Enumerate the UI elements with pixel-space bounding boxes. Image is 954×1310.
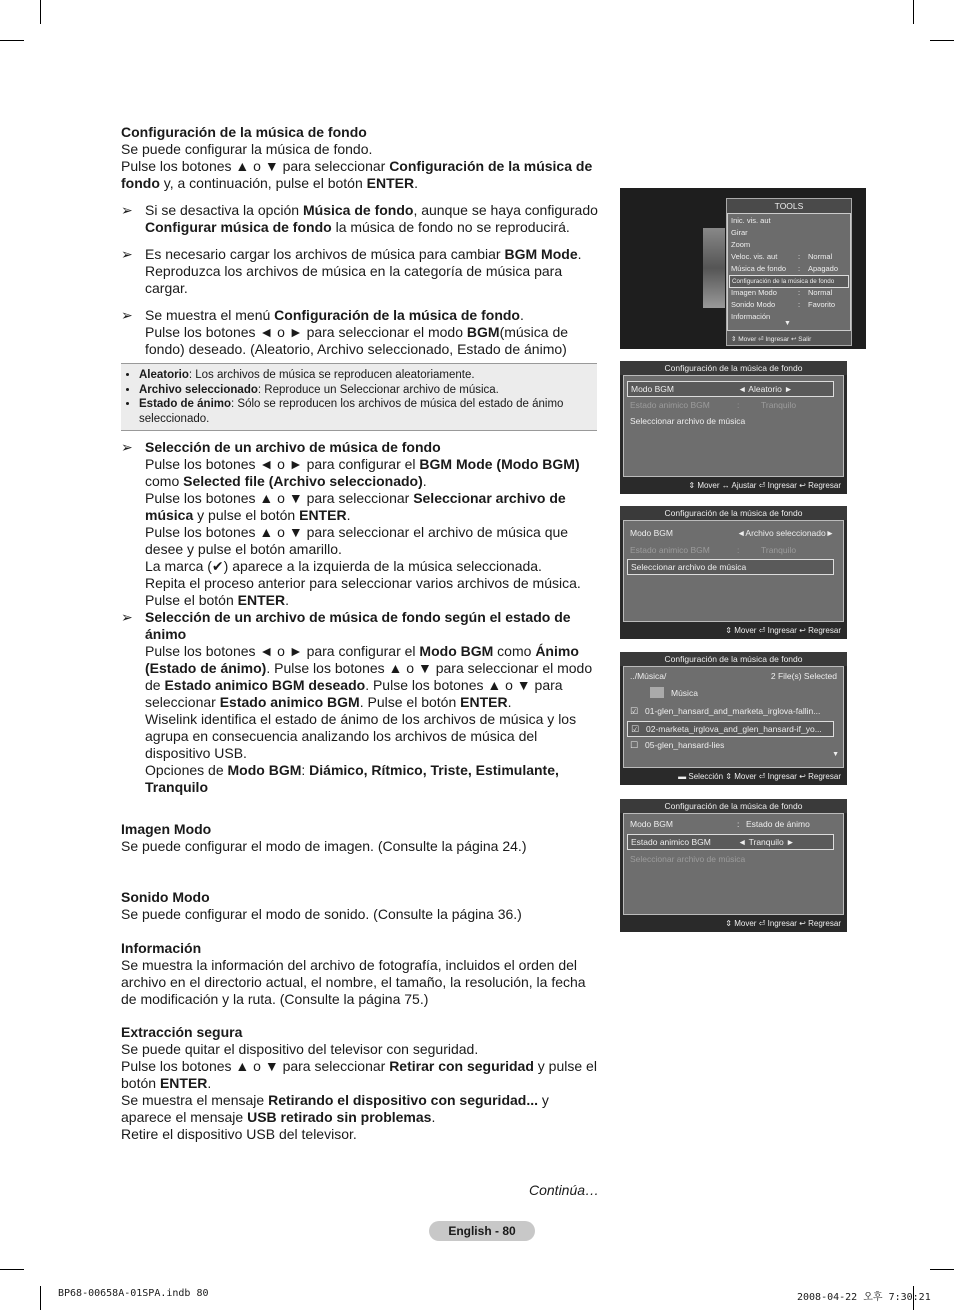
path-row: ../Música/ 2 File(s) Selected <box>630 671 837 681</box>
folder-icon <box>650 687 664 698</box>
mood-row: Estado animico BGM : Tranquilo <box>630 545 797 555</box>
tools-item-value: Normal <box>808 288 833 297</box>
list-item: • Archivo seleccionado: Reproduce un Seleccionar archivo de música. <box>139 383 597 398</box>
paragraph: Se muestra la información del archivo de fotografía, incluidos el orden del archivo en el directorio actual, el nombre, el tamaño, la resolución, la fecha de modificación y la ruta. (Consulte la página 75.) <box>121 957 586 1007</box>
mood-row: Estado animico BGM : Tranquilo <box>630 400 797 410</box>
checkbox-icon[interactable]: ☐ <box>630 740 639 750</box>
select-music-row[interactable]: Seleccionar archivo de música <box>627 559 834 575</box>
crop-mark <box>930 1269 954 1270</box>
arrow-icon: ➢ <box>121 246 133 262</box>
continue-label: Continúa… <box>529 1182 600 1198</box>
section-title: Sonido Modo <box>121 889 210 905</box>
note-item: ➢ Selección de un archivo de música de fondo según el estado de ánimo Pulse los botones ◄ o ► para configurar el Modo BGM como Ánimo (Estado de ánimo). Pulse los botones ▲ o ▼ para seleccionar el modo de Estado animico BGM deseado. Pulse los botones ▲ o ▼ para seleccionar Estado animico BGM. Pulse el botón ENTER. Wiselink identifica el estado de ánimo de los archivos de música y los agrupa en consecuencia analizando los archivos de música del dispositivo USB. Opciones de Modo BGM: Diámico, Rítmico, Triste, Estimulante, Tranquilo <box>121 609 593 795</box>
folder-row[interactable]: Música <box>630 686 837 700</box>
mood-row[interactable]: Estado animico BGM ◄ Tranquilo ► <box>627 834 834 850</box>
tools-item-selected[interactable]: Configuración de la música de fondo <box>729 275 849 288</box>
section-info <box>121 940 599 1008</box>
checkbox-checked-icon[interactable]: ☑ <box>630 706 639 716</box>
photo-thumbnail <box>703 228 725 308</box>
file-row[interactable]: ☑ 02-marketa_irglova_and_glen_hansard-if_yo... <box>627 721 834 737</box>
paragraph: Se puede quitar el dispositivo del televisor con seguridad. <box>121 1041 479 1057</box>
scroll-down-icon[interactable]: ▼ <box>784 320 791 327</box>
bgm-screen-aleatorio <box>620 361 847 494</box>
tools-screenshot <box>620 188 866 349</box>
section-extraccion <box>121 1024 599 1143</box>
music-file-screen <box>620 652 847 785</box>
tools-item[interactable]: Zoom <box>731 240 751 249</box>
crop-mark <box>930 40 954 41</box>
screen-title: Configuración de la música de fondo <box>620 506 847 520</box>
crop-mark <box>40 1286 41 1310</box>
file-row[interactable]: ☑ 01-glen_hansard_and_marketa_irglova-fallin... <box>630 706 821 716</box>
tools-item[interactable]: Girar <box>731 228 748 237</box>
list-item: • Aleatorio: Los archivos de música se reproducen aleatoriamente. <box>139 368 597 383</box>
tools-item-value: Favorito <box>808 300 836 309</box>
arrow-icon: ➢ <box>121 307 133 323</box>
screen-panel <box>623 375 844 477</box>
options-box <box>121 363 597 431</box>
paragraph: Se puede configurar el modo de sonido. (Consulte la página 36.) <box>121 906 522 922</box>
paragraph: Pulse los botones ▲ o ▼ para seleccionar Configuración de la música de fondo y, a continuación, pulse el botón ENTER. <box>121 158 593 191</box>
bgm-screen-animo <box>620 799 847 932</box>
tools-list: Inic. vis. aut Girar Zoom Veloc. vis. aut : Normal Música de fondo : Apagado Configuración de la música de fondo Imagen Modo : Normal Sonido Modo : Favorito Información ▼ <box>727 213 851 331</box>
tools-item[interactable]: Información <box>731 312 771 321</box>
bgm-mode-row[interactable]: Modo BGM : Estado de ánimo <box>630 819 810 829</box>
section-sonido <box>121 889 599 923</box>
arrow-icon: ➢ <box>121 609 133 625</box>
footer-file: BP68-00658A-01SPA.indb 80 <box>58 1288 209 1299</box>
screen-footer: ⇕ Mover ↔ Ajustar ⏎ Ingresar ↩ Regresar <box>688 481 841 490</box>
page-number: English - 80 <box>429 1221 535 1241</box>
note-item: ➢ Selección de un archivo de música de fondo Pulse los botones ◄ o ► para configurar el BGM Mode (Modo BGM) como Selected file (Archivo seleccionado). Pulse los botones ▲ o ▼ para seleccionar Seleccionar archivo de música y pulse el botón ENTER. Pulse los botones ▲ o ▼ para seleccionar el archivo de música que desee y pulse el botón amarillo. La marca (✔) aparece a la izquierda de la música seleccionada. Repita el proceso anterior para seleccionar varios archivos de música. Pulse el botón ENTER. <box>121 439 581 608</box>
screen-title: Configuración de la música de fondo <box>620 361 847 375</box>
screen-title: Configuración de la música de fondo <box>620 799 847 813</box>
tools-menu <box>726 198 852 346</box>
crop-mark <box>913 0 914 24</box>
tools-item[interactable]: Inic. vis. aut <box>731 216 771 225</box>
tools-item[interactable]: Música de fondo <box>731 264 787 273</box>
note-item: ➢ Se muestra el menú Configuración de la música de fondo. Pulse los botones ◄ o ► para seleccionar el modo BGM(música de fondo) deseado. (Aleatorio, Archivo seleccionado, Estado de ánimo) <box>121 307 569 357</box>
screen-title: Configuración de la música de fondo <box>620 652 847 666</box>
tools-item[interactable]: Imagen Modo <box>731 288 777 297</box>
screen-panel <box>623 666 844 768</box>
checkbox-checked-icon[interactable]: ☑ <box>631 724 640 734</box>
paragraph: Pulse los botones ▲ o ▼ para seleccionar Retirar con seguridad y pulse el botón ENTER. <box>121 1058 597 1091</box>
tools-item-value: Normal <box>808 252 833 261</box>
arrow-icon: ➢ <box>121 202 133 218</box>
section-title: Configuración de la música de fondo <box>121 124 367 140</box>
tools-title: TOOLS <box>727 199 851 213</box>
footer-date: 2008-04-22 오후 7:30:21 <box>797 1292 931 1303</box>
select-music-row: Seleccionar archivo de música <box>630 854 746 864</box>
list-item: • Estado de ánimo: Sólo se reproducen los archivos de música del estado de ánimo seleccionado. <box>139 397 597 426</box>
arrow-icon: ➢ <box>121 439 133 455</box>
section-title: Información <box>121 940 202 956</box>
section-bgm-config <box>121 124 599 358</box>
scroll-down-icon[interactable]: ▼ <box>832 751 839 758</box>
bgm-mode-row[interactable]: Modo BGM ◄Archivo seleccionado► <box>630 528 835 538</box>
paragraph: Se muestra el mensaje Retirando el dispositivo con seguridad... y aparece el mensaje USB retirado sin problemas. <box>121 1092 549 1125</box>
screen-footer: ⇕ Mover ⏎ Ingresar ↩ Regresar <box>725 626 841 635</box>
bgm-screen-archivo <box>620 506 847 639</box>
note-item: ➢ Si se desactiva la opción Música de fondo, aunque se haya configurado Configurar música de fondo la música de fondo no se reproducirá. <box>121 202 598 235</box>
select-music-row[interactable]: Seleccionar archivo de música <box>630 416 746 426</box>
tools-footer: ⇕ Mover ⏎ Ingresar ↩ Salir <box>731 336 812 343</box>
checkmark-icon: ✔ <box>211 558 224 574</box>
note-item: ➢ Es necesario cargar los archivos de música para cambiar BGM Mode. Reproduzca los archivos de música en la categoría de música para cargar. <box>121 246 582 296</box>
crop-mark <box>40 0 41 24</box>
file-row[interactable]: ☐ 05-glen_hansard-lies <box>630 740 725 750</box>
paragraph: Retire el dispositivo USB del televisor. <box>121 1126 357 1142</box>
crop-mark <box>0 1269 24 1270</box>
paragraph: Se puede configurar la música de fondo. <box>121 141 373 157</box>
tools-item[interactable]: Veloc. vis. aut <box>731 252 778 261</box>
paragraph: Se puede configurar el modo de imagen. (Consulte la página 24.) <box>121 838 527 854</box>
tools-item[interactable]: Sonido Modo <box>731 300 776 309</box>
screen-footer: ▬ Selección ⇕ Mover ⏎ Ingresar ↩ Regresar <box>678 772 841 781</box>
section-imagen <box>121 821 599 855</box>
screen-panel <box>623 520 844 622</box>
section-title: Extracción segura <box>121 1024 243 1040</box>
bgm-mode-row[interactable]: Modo BGM ◄ Aleatorio ► <box>627 381 834 397</box>
section-select-file <box>121 439 599 796</box>
crop-mark <box>0 40 24 41</box>
tools-item-value: Apagado <box>808 264 839 273</box>
screen-panel <box>623 813 844 915</box>
section-title: Imagen Modo <box>121 821 212 837</box>
screen-footer: ⇕ Mover ⏎ Ingresar ↩ Regresar <box>725 919 841 928</box>
